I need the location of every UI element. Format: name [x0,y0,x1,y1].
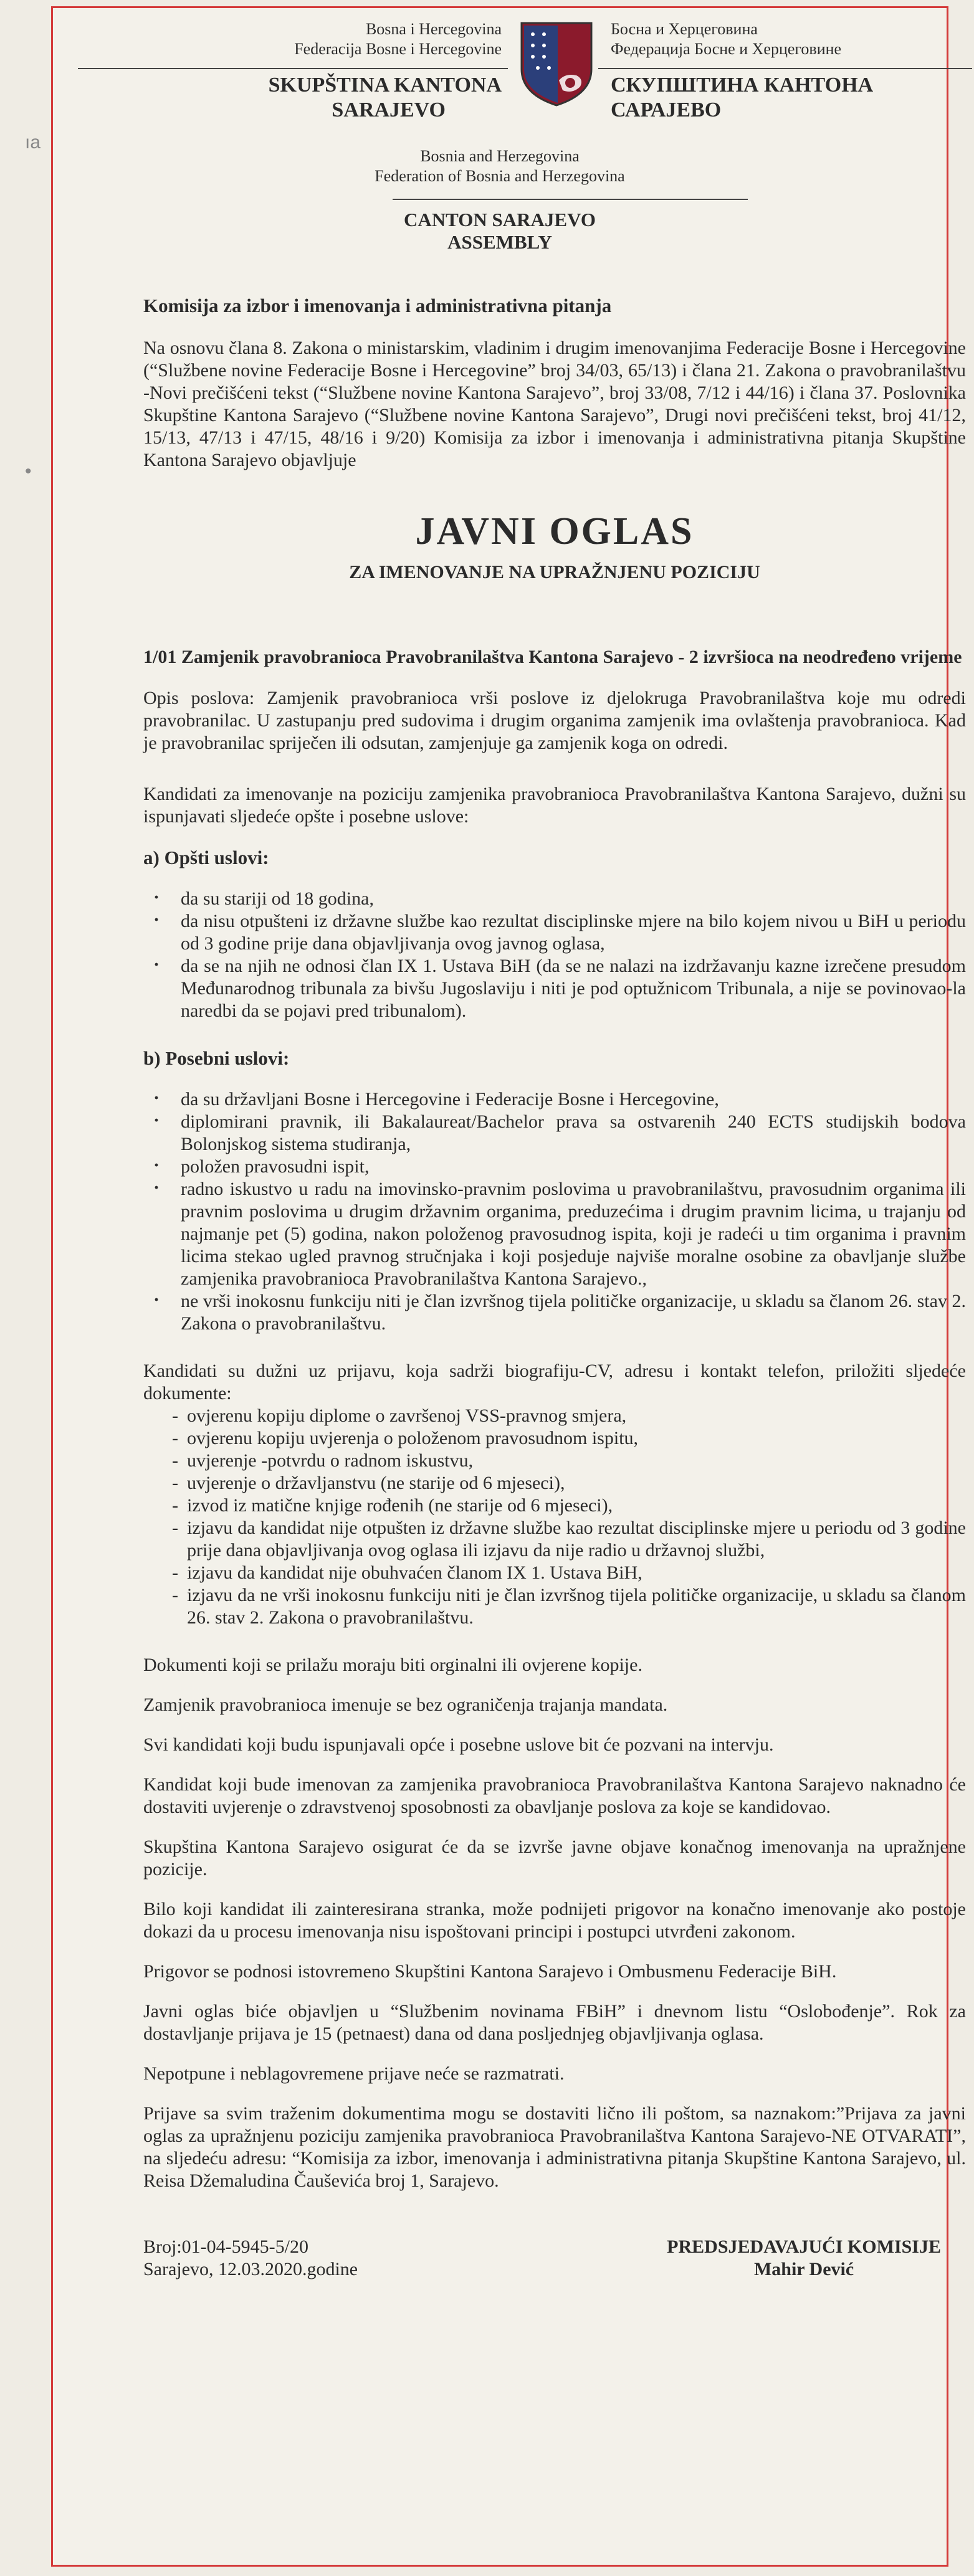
list-item: · položen pravosudni ispit, [181,1156,966,1178]
letterhead-center-title [53,209,947,254]
left-line-2: Federacija Bosne i Hercegovine [294,40,502,58]
candidates-intro: Kandidati za imenovanje na poziciju zamjenika pravobranioca Pravobranilaštva Kantona Sarajevo, dužni su ispunjavati sljedeće opšte i posebne uslove: [143,784,966,827]
right-line-2: Федерација Босне и Херцеговине [611,40,842,58]
letterhead-right [611,19,974,123]
list-item: - ovjerenu kopiju uvjerenja o položenom pravosudnom ispitu, [187,1427,966,1450]
document-body [143,295,966,2292]
left-divider [78,68,508,69]
paragraph: Bilo koji kandidat ili zainteresirana stranka, može podnijeti prigovor na konačno imenovanje ako postoje dokazi da u procesu imenovanja nisu ispoštovani principi i postupci utvrđeni zakonom. [143,1899,966,1942]
paragraph: Javni oglas biće objavljen u “Službenim novinama FBiH” i dnevnom listu “Oslobođenje”. Rok za dostavljanje prijava je 15 (petnaest) dana od dana posljednjeg objavljivanja oglasa. [143,2001,966,2044]
list-item: - ovjerenu kopiju diplome o završenoj VSS-pravnog smjera, [187,1405,966,1427]
special-conditions-heading: b) Posebni uslovi: [143,1047,290,1069]
right-title-1: СКУПШТИНА КАНТОНА [611,74,874,97]
center-line-2: Federation of Bosnia and Herzegovina [375,167,625,185]
margin-dot: • [25,461,32,482]
document-title: JAVNI OGLAS [415,510,694,553]
committee-name: Komisija za izbor i imenovanja i administrativna pitanja [143,295,612,316]
reference-block [143,2236,358,2281]
right-divider [598,68,972,69]
special-conditions-list [143,1088,966,1335]
paragraph: Prigovor se podnosi istovremeno Skupštini Kantona Sarajevo i Ombusmenu Federacije BiH. [143,1961,837,1982]
signatory-name: Mahir Dević [753,2259,854,2279]
letterhead [53,8,947,276]
paragraph: Svi kandidati koji budu ispunjavali opće i posebne uslove bit će pozvani na intervju. [143,1734,774,1755]
center-divider [393,199,748,200]
left-title-1: SKUPŠTINA KANTONA [268,74,502,97]
list-item: · da su državljani Bosne i Hercegovine i Federacije Bosne i Hercegovine, [181,1088,966,1111]
paragraph: Zamjenik pravobranioca imenuje se bez ograničenja trajanja mandata. [143,1694,668,1715]
job-description: Opis poslova: Zamjenik pravobranioca vrši poslove iz djelokruga Pravobranilaštva koje mu odredi pravobranilac. U zastupanju pred sudovima i drugim organima zamjenik ima ovlaštenja pravobranioca. Kad je pravobranilac spriječen ili odsutan, zamjenjuje ga zamjenik koga on odredi. [143,688,966,753]
document-subtitle: ZA IMENOVANJE NA UPRAŽNJENU POZICIJU [349,562,760,582]
list-item: · da se na njih ne odnosi član IX 1. Ustava BiH (da se ne nalazi na izdržavanju kazne izrečene presudom Međunarodnog tribunala za bivšu Jugoslaviju i niti je pod optužnicom Tribunala, a nije se povinovao-la naredbi da se pojavi pred tribunalom). [181,955,966,1022]
center-line-1: Bosnia and Herzegovina [420,147,580,165]
list-item: - izjavu da kandidat nije obuhvaćen članom IX 1. Ustava BiH, [187,1562,966,1584]
list-item: - uvjerenje o državljanstvu (ne starije od 6 mjeseci), [187,1472,966,1495]
signatory [667,2236,941,2281]
list-item: · da su stariji od 18 godina, [181,888,966,910]
list-item: · diplomirani pravnik, ili Bakalaureat/Bachelor prava sa ostvarenih 240 ECTS studijskih bodova Bolonjskog sistema studiranja, [181,1111,966,1156]
margin-mark: ıa [25,132,41,153]
legal-basis-paragraph: Na osnovu člana 8. Zakona o ministarskim, vladinim i drugim imenovanjima Federacije Bosne i Hercegovine (“Službene novine Federacije Bosne i Hercegovine” broj 34/03, 65/13) i člana 21. Zakona o pravobranilaštvu -Novi prečišćeni tekst (“Službene novine Kantona Sarajevo”, broj 33/08, 7/12 i 44/16) i člana 37. Poslovnika Skupštine Kantona Sarajevo (“Službene novine Kantona Sarajevo”, Drugi novi prečišćeni tekst, broj 41/12, 15/13, 47/13 i 47/15, 48/16 i 9/20) Komisija za izbor i imenovanja i administrativna pitanja Skupštine Kantona Sarajevo objavljuje [143,338,966,470]
reference-number: Broj:01-04-5945-5/20 [143,2236,308,2257]
position-heading: 1/01 Zamjenik pravobranioca Pravobranilaštva Kantona Sarajevo - 2 izvršioca na neodređeno vrijeme [143,647,962,667]
list-item: - izjavu da kandidat nije otpušten iz državne službe kao rezultat disciplinske mjere u periodu od 3 godine prije dana objavljivanja ovog oglasa ili izjavu da nije radio u državnoj službi, [187,1517,966,1562]
list-item: - izjavu da ne vrši inokosnu funkciju niti je član izvršnog tijela političke organizacije, u skladu sa članom 26. stav 2. Zakona o pravobranilaštvu. [187,1584,966,1629]
center-title-1: CANTON SARAJEVO [404,209,596,231]
paragraph: Dokumenti koji se prilažu moraju biti orginalni ili ovjerene kopije. [143,1655,642,1675]
document-frame [51,6,966,2567]
general-conditions-list [143,888,966,1022]
list-item: - izvod iz matične knjige rođenih (ne starije od 6 mjeseci), [187,1495,966,1517]
center-title-2: ASSEMBLY [447,231,552,253]
place-date: Sarajevo, 12.03.2020.godine [143,2259,358,2279]
left-line-1: Bosna i Hercegovina [365,20,502,38]
signatory-title: PREDSJEDAVAJUĆI KOMISIJE [667,2236,941,2257]
paragraph: Nepotpune i neblagovremene prijave neće se razmatrati. [143,2063,565,2084]
right-line-1: Босна и Херцеговина [611,20,758,38]
list-item: · da nisu otpušteni iz državne službe kao rezultat disciplinske mjere na bilo kojem nivou u BiH u periodu od 3 godine prije dana objavljivanja ovog javnog oglasa, [181,910,966,955]
letterhead-left [128,19,502,123]
documents-intro: Kandidati su dužni uz prijavu, koja sadrži biografiju-CV, adresu i kontakt telefon, priložiti sljedeće dokumente: [143,1361,966,1404]
paragraph: Skupština Kantona Sarajevo osigurat će da se izvrše javne objave konačnog imenovanja na upražnjene pozicije. [143,1837,966,1880]
paragraph: Prijave sa svim traženim dokumentima mogu se dostaviti lično ili poštom, sa naznakom:”Prijava za javni oglas za upražnjenu poziciju zamjenika pravobranioca Pravobranilaštva Kantona Sarajevo-NE OTVARATI”, na sljedeću adresu: “Komisija za izbor, imenovanja i administrativna pitanja Skupštine Kantona Sarajevo, ul. Reisa Džemaludina Čauševića broj 1, Sarajevo. [143,2103,966,2191]
left-title-2: SARAJEVO [332,98,446,121]
list-item: - uvjerenje -potvrdu o radnom iskustvu, [187,1450,966,1472]
right-title-2: САРАЈЕВО [611,98,722,121]
signature-block [143,2236,966,2292]
documents-list [143,1405,966,1629]
general-conditions-heading: a) Opšti uslovi: [143,847,269,868]
paragraph: Kandidat koji bude imenovan za zamjenika pravobranioca Pravobranilaštva Kantona Sarajevo naknadno će dostaviti uvjerenje o zdravstvenoj sposobnosti za obavljanje poslova za koje se kandidovao. [143,1774,966,1817]
coat-of-arms-icon [519,21,594,108]
letterhead-center [53,146,947,186]
list-item: · ne vrši inokosnu funkciju niti je član izvršnog tijela političke organizacije, u skladu sa članom 26. stav 2. Zakona o pravobranilaštvu. [181,1290,966,1335]
list-item: · radno iskustvo u radu na imovinsko-pravnim poslovima u pravobranilaštvu, pravosudnim organima ili pravnim poslovima u drugim državnim organima, preduzećima i drugim pravnim licima, u trajanju od najmanje pet (5) godina, nakon položenog pravosudnog ispita, koji je radeći u tim organima i pravnim licima stekao ugled pravnog stručnjaka i koji posjeduje najviše moralne osobine za obavljanje službe zamjenika pravobranioca Pravobranilaštva Kantona Sarajevo., [181,1178,966,1290]
